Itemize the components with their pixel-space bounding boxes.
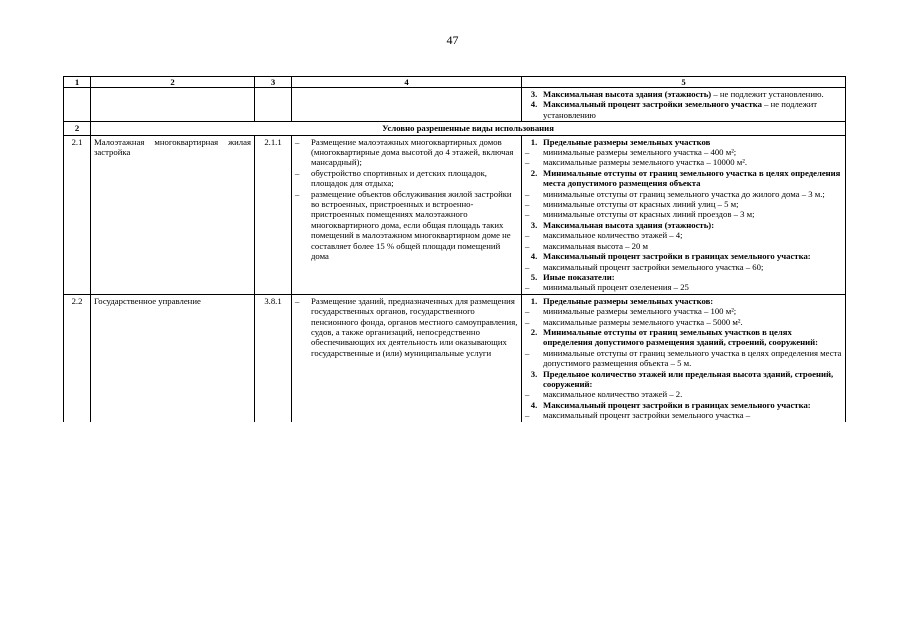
header-cell: 2 [91,77,255,88]
section-number: 2 [64,122,91,135]
list-item: – Размещение малоэтажных многоквартирных домов (многоквартирные дома высотой до 4 этажей, включая мансардный); [295,136,514,168]
section-title: Условно разрешенные виды использования [91,122,846,135]
usage-code: 3.8.1 [255,294,292,421]
param-heading: 3. Максимальная высота здания (этажность): [530,219,715,230]
usage-code: 2.1.1 [255,135,292,294]
list-item: – минимальные отступы от красных линий улиц – 5 м; [525,199,739,210]
list-item: – размещение объектов обслуживания жилой застройки во встроенных, пристроенных и встроенно-пристроенных помещениях малоэтажного многоквартирного дома, если общая площадь таких помещений в малоэтажном многоквартирном доме не составляет более 15 % общей площади помещений дома [295,188,512,262]
param-item: 4. Максимальный процент застройки земельного участка – не подлежит установлению [530,99,818,120]
header-cell: 3 [255,77,292,88]
usage-name: Малоэтажная многоквартирная жилая застройка [91,135,255,294]
header-cell: 5 [522,77,846,88]
list-item: – максимальное количество этажей – 4; [525,230,683,241]
param-heading: 5. Иные показатели: [530,271,615,282]
list-item: – минимальные размеры земельного участка – 100 м²; [525,306,737,317]
list-item: – максимальный процент застройки земельного участка – 60; [525,261,764,272]
usage-description [292,135,522,294]
row-number: 2.2 [64,294,91,421]
param-heading: 1. Предельные размеры земельных участков [530,136,711,147]
table-row [64,135,846,294]
list-item: – максимальная высота – 20 м [525,240,648,251]
list-item: – минимальные размеры земельного участка – 400 м²; [525,147,737,158]
param-heading: 2. Минимальные отступы от границ земельного участка в целях определения места допустимого размещения объекта [530,167,841,189]
list-item: – минимальный процент озеленения – 25 [525,282,689,293]
parameters-cell [522,294,846,421]
list-item: – минимальные отступы от границ земельного участка в целях определения места допустимого размещения объекта – 5 м. [525,347,842,369]
section-row [64,122,846,135]
list-item: – обустройство спортивных и детских площадок, площадок для отдыха; [295,167,487,189]
list-item: – Размещение зданий, предназначенных для размещения государственных органов, государственного пенсионного фонда, органов местного самоуправления, судов, а также организаций, непосредственно обеспечивающих их деятельность или оказывающих государственные и (или) муниципальные услуги [295,295,518,358]
list-item: – максимальный процент застройки земельного участка – [525,410,751,421]
table-row [64,88,846,122]
usage-name: Государственное управление [91,294,255,421]
page-number: 47 [446,33,459,47]
header-cell: 1 [64,77,91,88]
list-item: – минимальные отступы от границ земельного участка до жилого дома – 3 м.; [525,188,825,199]
list-item: – минимальные отступы от красных линий проездов – 3 м; [525,209,755,220]
table-header-row [64,77,846,88]
param-heading: 4. Максимальный процент застройки в границах земельного участка: [530,399,811,410]
list-item: – максимальное количество этажей – 2. [525,389,683,400]
param-heading: 2. Минимальные отступы от границ земельных участков в целях определения допустимого размещения зданий, строений, сооружений: [530,326,819,348]
parameters-cell [522,88,846,122]
row-number: 2.1 [64,135,91,294]
param-item: 3. Максимальная высота здания (этажность) – не подлежит установлению. [530,89,824,99]
param-heading: 1. Предельные размеры земельных участков: [530,295,714,306]
param-heading: 4. Максимальный процент застройки в границах земельного участка: [530,251,811,262]
list-item: – максимальные размеры земельного участка – 5000 м². [525,316,743,327]
table-row [64,294,846,421]
regulations-table [63,76,846,422]
usage-description [292,294,522,421]
param-heading: 3. Предельное количество этажей или предельная высота зданий, строений, сооружений: [530,368,834,389]
parameters-cell [522,135,846,294]
header-cell: 4 [292,77,522,88]
list-item: – максимальные размеры земельного участка – 10000 м². [525,157,748,168]
